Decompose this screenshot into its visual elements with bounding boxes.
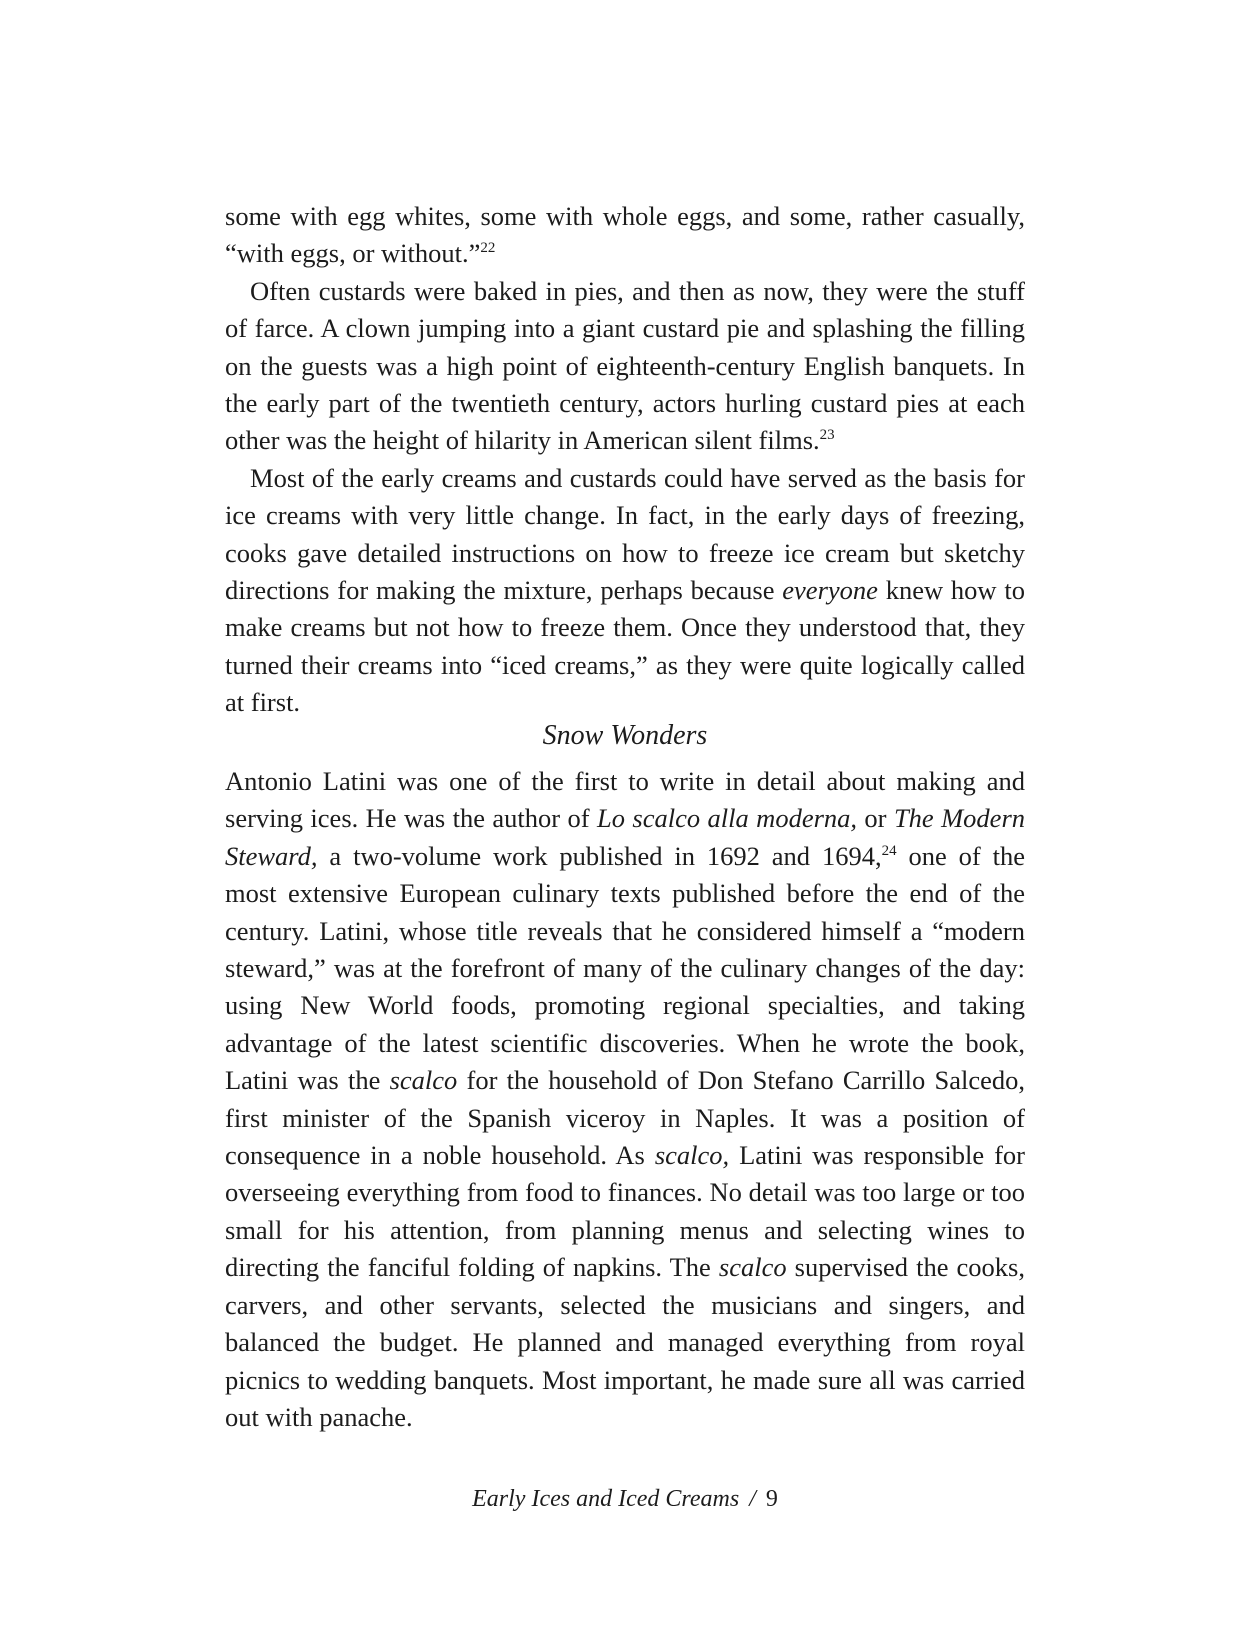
italic-text: scalco xyxy=(389,1065,458,1096)
paragraph-antonio-latini xyxy=(225,763,1025,1436)
text-run: Most of the early creams and custards could have served as the basis for ice creams with very little change. In fact, in the early days of freezing, cooks gave detailed instructions on how to freeze ice cream but sketchy directions for making the mixture, perhaps because xyxy=(225,462,1025,606)
text-run: supervised the cooks, carvers, and other servants, selected the musicians and singers, and balanced the budget. He planned and managed everything from royal picnics to wedding banquets. Most important, he made sure all was carried out with panache. xyxy=(225,1252,1025,1432)
running-head: Early Ices and Iced Creams xyxy=(472,1486,740,1512)
footer-separator: / xyxy=(749,1486,756,1512)
italic-text: The Modern Steward, xyxy=(225,803,1026,871)
italic-text: Lo scalco alla moderna, xyxy=(597,803,858,834)
body-text-section xyxy=(225,763,1025,1436)
paragraph-continued xyxy=(225,198,1025,273)
text-run: some with egg whites, some with whole eggs, and some, rather casually, “with eggs, or without.” xyxy=(225,201,1025,269)
italic-text: everyone xyxy=(782,575,878,606)
text-run: one of the most extensive European culinary texts published before the end of the century. Latini, whose title reveals that he considered himself a “modern steward,” was at the forefront of many of the culinary changes of the day: using New World foods, promoting regional specialties, and taking advantage of the latest scientific discoveries. When he wrote the book, Latini was the xyxy=(225,840,1025,1096)
text-run: or xyxy=(857,803,894,834)
text-run: for the household of Don Stefano Carrillo Salcedo, first minister of the Spanish viceroy in Naples. It was a position of consequence in a noble household. As xyxy=(225,1065,1026,1171)
footnote-ref: 22 xyxy=(480,240,496,257)
footnote-ref: 23 xyxy=(819,427,835,444)
text-run: Often custards were baked in pies, and then as now, they were the stuff of farce. A clown jumping into a giant custard pie and splashing the filling on the guests was a high point of eighteenth-century English banquets. In the early part of the twentieth century, actors hurling custard pies at each other was the height of hilarity in American silent films. xyxy=(225,275,1025,456)
text-run: Antonio Latini was one of the first to write in detail about making and serving ices. He was the author of xyxy=(225,766,1025,834)
body-text-top xyxy=(225,198,1025,722)
text-run: knew how to make creams but not how to freeze them. Once they understood that, they turned their creams into “iced creams,” as they were quite logically called at first. xyxy=(225,575,1025,718)
footnote-ref: 24 xyxy=(881,842,897,859)
page-number: 9 xyxy=(765,1486,778,1512)
italic-text: scalco xyxy=(718,1252,787,1283)
paragraph-early-creams xyxy=(225,460,1025,722)
page-footer xyxy=(225,1484,1025,1514)
text-run: a two-volume work published in 1692 and 1694, xyxy=(317,840,882,871)
section-heading: Snow Wonders xyxy=(542,720,708,751)
italic-text: scalco, xyxy=(654,1140,730,1171)
paragraph-custard-pies xyxy=(225,273,1025,460)
text-run: Latini was responsible for overseeing everything from food to finances. No detail was too large or too small for his attention, from planning menus and selecting wines to directing the fanciful folding of napkins. The xyxy=(225,1140,1025,1283)
